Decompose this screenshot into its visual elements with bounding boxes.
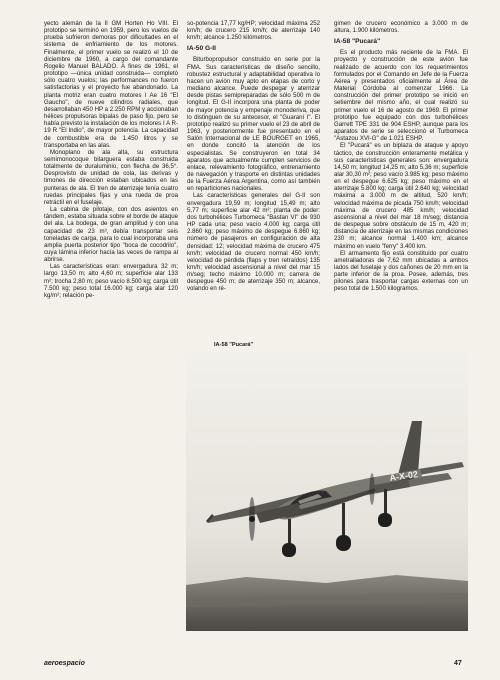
page-number: 47: [454, 660, 462, 667]
paragraph: La cabina de pilotaje, con dos asientos en tándem, estaba situada sobre el borde de ataque del ala. La bodega, de gran amplitud y con una capacidad de 23 m³, debía transportar seis toneladas de carga, para lo cual incorporaba una amplia puerta posterior tipo "boca de cocodrilo", cuya lámina inferior hacía las veces de rampa al abrirse.: [44, 206, 178, 264]
paragraph: Es el producto más reciente de la FMA. El proyecto y construcción de este avión fue realizado de acuerdo con los requerimientos formulados por el Comando en Jefe de la Fuerza Aérea y presentados oficialmente al Área de Material Córdoba al comenzar 1966. La construcción del primer prototipo se inició en setiembre del mismo año, el cual realizó su primer vuelo el 16 de agosto de 1969. El primer prototipo fue equipado con dos turbohélices Garrett TPE 331 de 904 ESHP, aunque para los aparatos de serie se seleccionó el Turbomeca "Astazou XVI-G" de 1.021 ESHP.: [334, 49, 468, 143]
aircraft-illustration: [186, 353, 468, 631]
paragraph: El armamento fijo está constituido por cuatro ametralladoras de 7,62 mm ubicadas a ambos lados del fuselaje y dos cañones de 20 mm en la parte inferior de la proa. Posee, además, tres pilones para trasportar cargas externas con un peso total de 1.500 kilogramos.: [334, 249, 468, 293]
aircraft-photo: [186, 353, 468, 631]
paragraph: Las características eran: envergadura 32 m; largo 13,50 m; alto 4,60 m; superficie alar 133 m²; trocha 2,80 m; peso vacío 8.500 kg; carga útil 7.500 kg; peso total 16.000 kg; carga alar 120 kg/m²; relación pe-: [44, 263, 178, 299]
paragraph: Las características generales del G-II son envergadura 19,59 m; longitud 15,49 m; alto 5,77 m; superficie alar 42 m²; planta de poder: dos turbohélices Turbomeca "Bastan VI" de 930 HP cada una; peso vacío 4.000 kg; carga útil 2.860 kg; peso máximo de despegue 6.860 kg; número de pasajeros en configuración de alta densidad: 12; velocidad máxima de crucero 475 km/h; velocidad de crucero normal 450 km/h; velocidad de pérdida (flaps y tren retraídos) 135 km/h; velocidad ascensional a nivel del mar 15 m/seg; techo máximo 10.000 m; carrera de despegue 450 m; de aterrizaje 350 m; alcance, volando en ré-: [187, 192, 320, 293]
paragraph: so-potencia 17,77 kg/HP; velocidad máxima 252 km/h; de crucero 215 km/h; de aterrizaje 140 km/h; alcance 1.250 kilómetros.: [187, 20, 320, 42]
paragraph: El "Pucará" es un biplaza de ataque y apoyo táctico, de construcción enteramente metálica y sus características generales son: envergadura 14,50 m; longitud 14,25 m; alto 5,36 m; superficie alar 30,30 m²; peso vacío 3.985 kg; peso máximo en el despegue 6.625 kg; peso máximo en el aterrizaje 5.800 kg; carga útil 2.640 kg; velocidad máxima a 3.000 m de altitud, 520 km/h; velocidad máxima de picada 750 km/h; velocidad máxima de crucero 485 km/h; velocidad ascensional a nivel del mar 18 m/seg; distancia de despegue sobre obstáculo de 15 m, 420 m; distancia de aterrizaje en las mismas condiciones 230 m; alcance normal 1.400 km; alcance máximo en vuelo "ferry" 3.400 km.: [334, 142, 468, 250]
paragraph: Biturbopropulsor construido en serie por la FMA. Sus características de diseño sencillo, robustez estructural y adaptabilidad operativa lo hacen un avión muy apto en etapas de corto y mediano alcance. Puede despegar y aterrizar desde pistas semipreparadas de sólo 500 m de longitud. El G-II incorpora una planta de poder de mayor potencia y empenaje monoderiva, que lo distinguen de su antecesor, el "Guaraní I". El prototipo realizó su primer vuelo el 23 de abril de 1963, y posteriormente fue presentado en el Salón Internacional de LE BOURGET en 1965, en donde concitó la atención de los especialistas. Se construyeron en total 34 aparatos que actualmente cumplen servicios de enlace, relevamiento fotográfico, entrenamiento de navegación y trasporte en distintas unidades de la Fuerza Aérea Argentina, como así también en reparticiones nacionales.: [187, 56, 320, 193]
text-column-1: [44, 20, 178, 299]
text-column-3: [334, 20, 468, 293]
paragraph: gimen de crucero económico a 3.000 m de altura, 1.900 kilómetros.: [334, 20, 468, 35]
tail-marking: A-X-02: [388, 469, 419, 483]
paragraph: Monoplano de ala alta, su estructura semimonocoque bilarguera estaba construida totalmente de duraluminio, con flecha de 36,5°. Desprovisto de unidad de cola, las derivas y timones de dirección estaban ubicados en las punteras de ala. El tren de aterrizaje tenía cuatro ruedas principales fijas y una rueda de proa retráctil en el fuselaje.: [44, 148, 178, 206]
paragraph: yecto alemán de la II GM Horten Ho VIII. El prototipo se terminó en 1959, pero los vuelos de prueba sufrieron demoras por dificultades en el sistema de enfriamiento de los motores. Finalmente, el primer vuelo se realizó el 10 de diciembre de 1960, a cargo del comandante Rogelio Manuel BALADO. A fines de 1961, el prototipo —única unidad construida— completó sólo cuatro vuelos; las performances no fueron satisfactorias y el proyecto fue abandonado. La planta motriz eran cuatro motores I Ae 16 "El Gaucho", de nueve cilindros radiales, que desarrollaban 450 HP a 2.250 RPM y accionaban hélices propulsoras bipalas de paso fijo, pero se había previsto la instalación de los motores I A R-19 R "El Indio", de mayor potencia. La capacidad de combustible era de 1.450 litros y se transportaba en las alas.: [44, 20, 178, 149]
section-heading: IA-58 "Pucará": [334, 38, 381, 46]
photo-caption: IA-58 "Pucará": [214, 342, 254, 348]
magazine-name: aeroespacio: [44, 660, 85, 667]
text-column-2: [187, 20, 320, 293]
section-heading: IA-50 G-II: [187, 45, 216, 53]
